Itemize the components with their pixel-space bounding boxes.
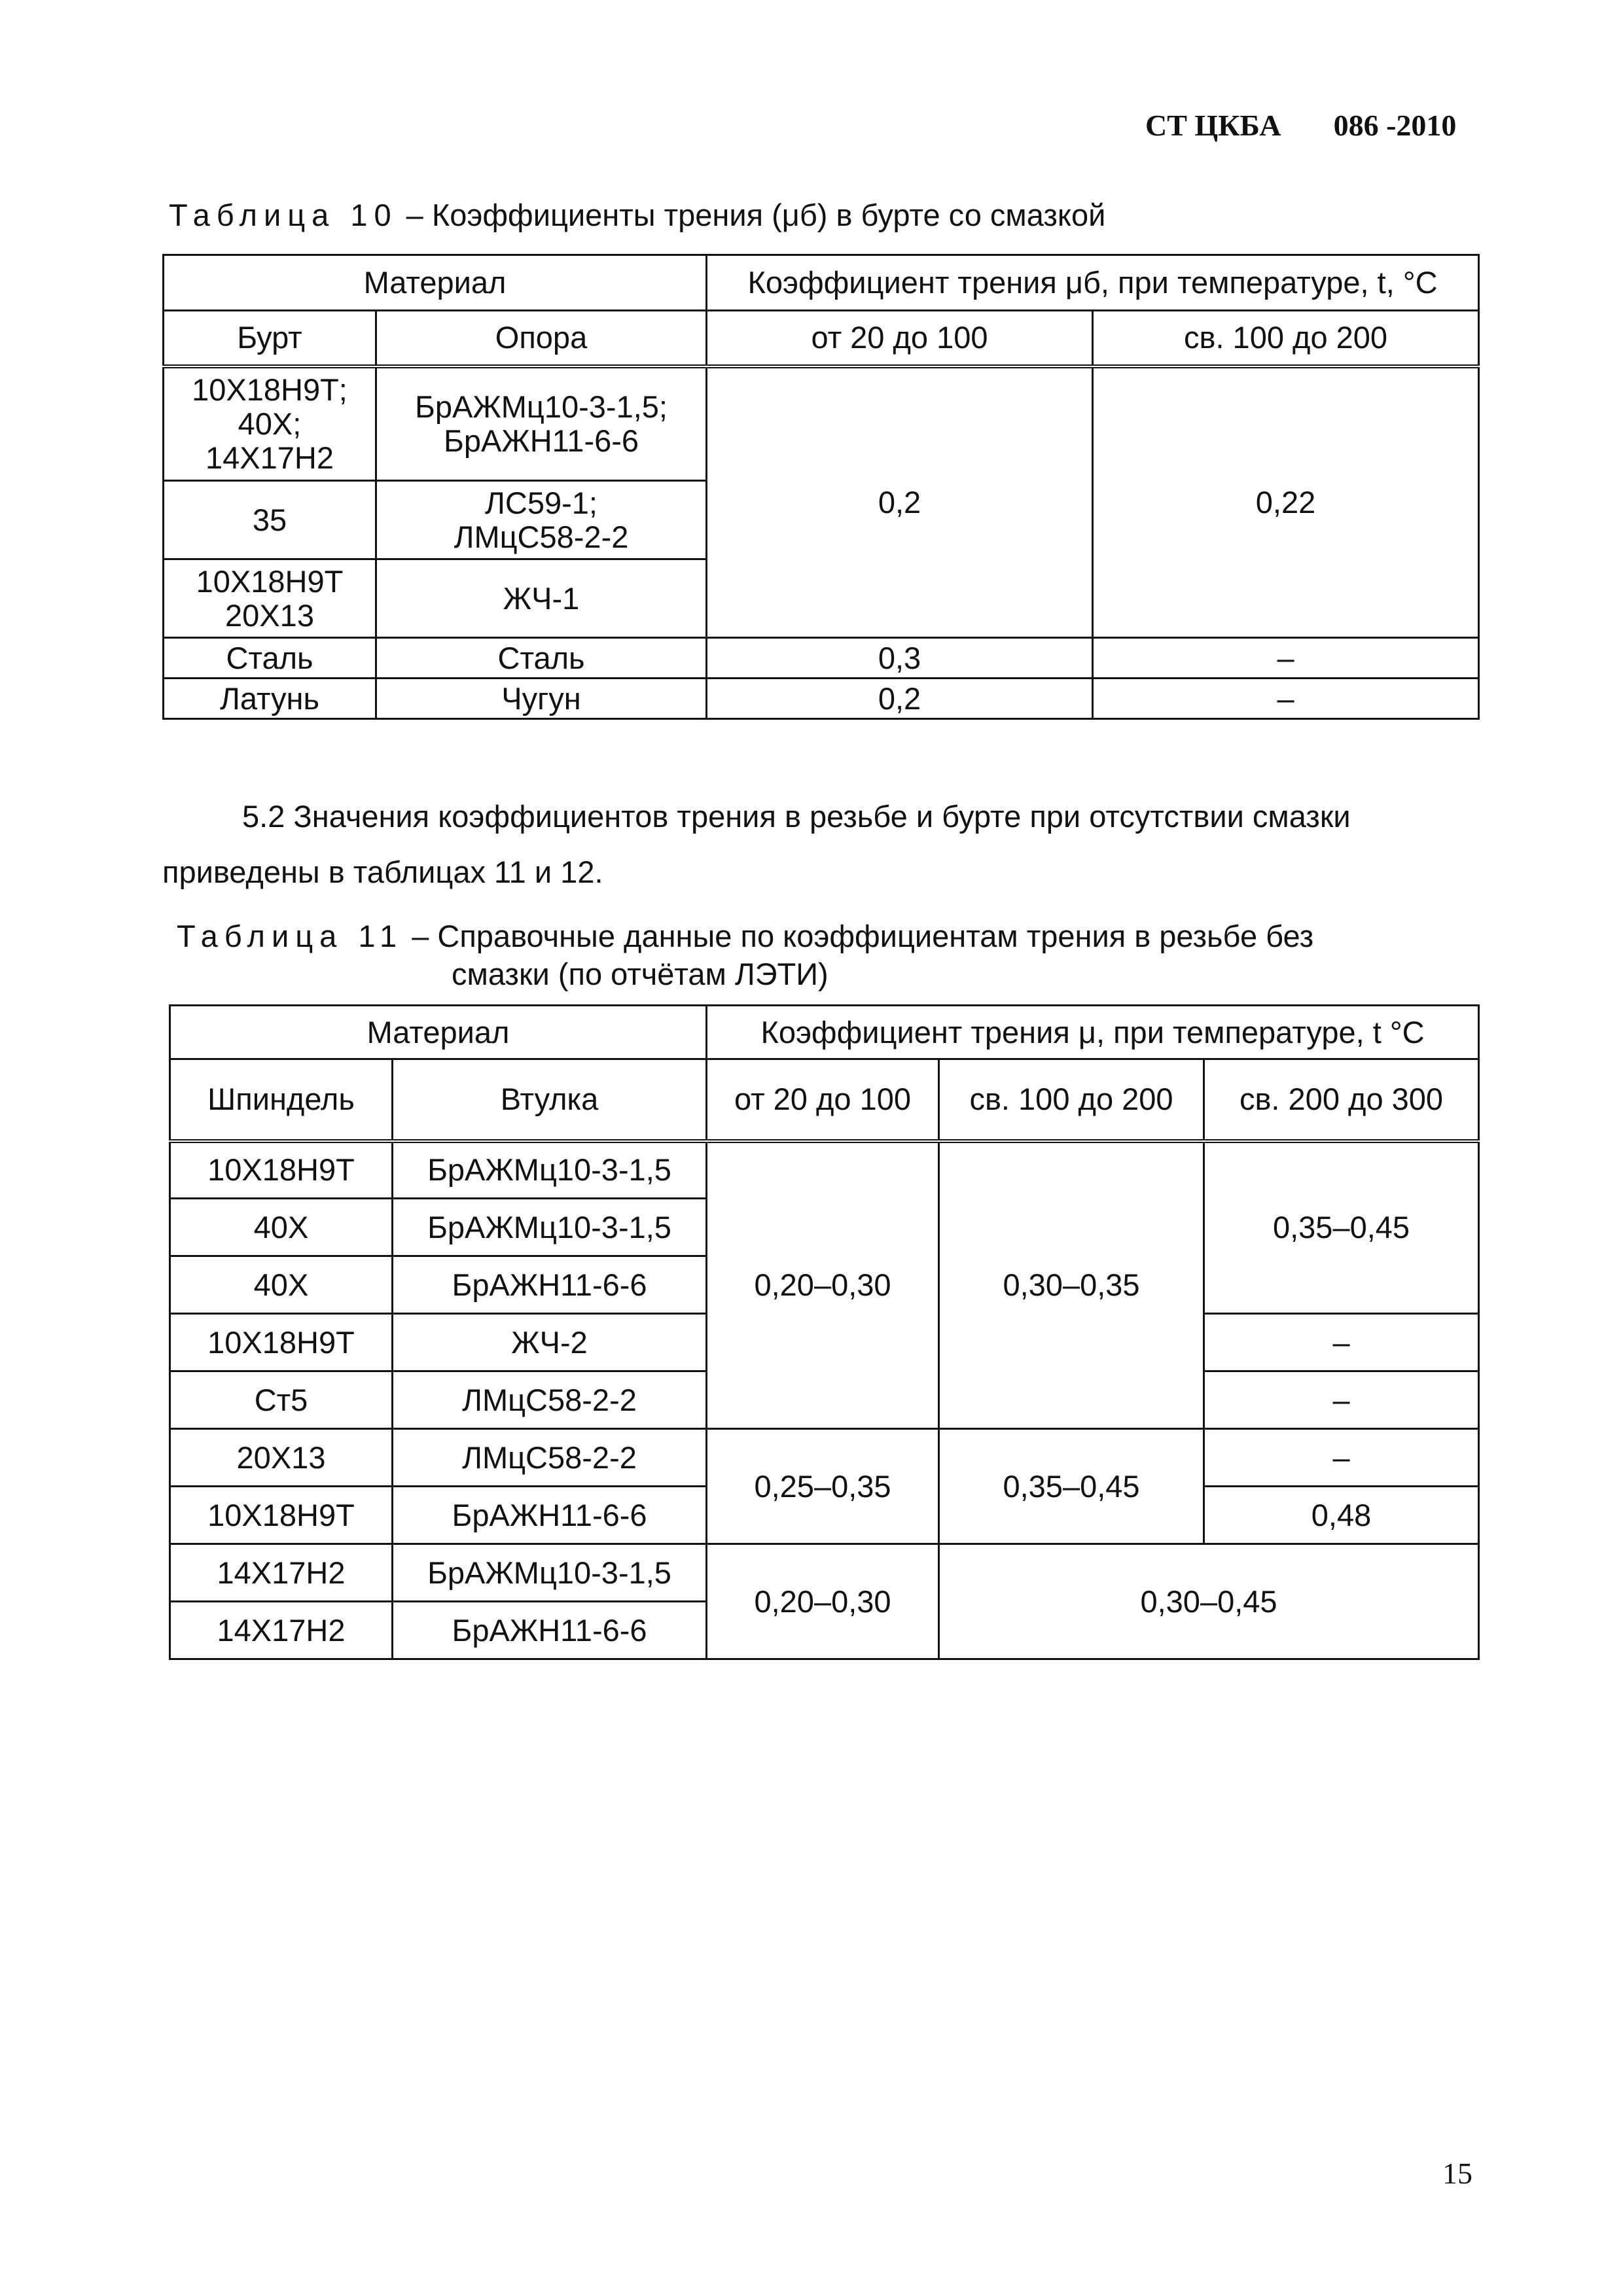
- table10: [162, 254, 1480, 720]
- table11: [169, 1004, 1480, 1660]
- table11-cell-vtulka: БрАЖН11-6-6: [393, 1256, 707, 1314]
- table10-cell-t2: –: [1093, 638, 1479, 679]
- table10-cell-bort: 10Х18Н9Т; 40Х; 14Х17Н2: [164, 366, 376, 481]
- table-row: [164, 638, 1479, 679]
- table11-cell-vtulka: БрАЖН11-6-6: [393, 1487, 707, 1544]
- table-row: [164, 679, 1479, 719]
- standard-name: СТ ЦКБА: [1145, 109, 1281, 142]
- table11-head-material: Материал: [170, 1006, 707, 1059]
- table-row: [170, 1544, 1479, 1602]
- table10-head-bort: Бурт: [164, 311, 376, 366]
- table10-caption-prefix: Таблица 10: [169, 198, 398, 232]
- table11-head-spindle: Шпиндель: [170, 1059, 393, 1141]
- table11-cell-spindle: 40Х: [170, 1199, 393, 1256]
- table11-cell-vtulka: БрАЖМц10-3-1,5: [393, 1544, 707, 1602]
- table11-cell-t3: –: [1204, 1429, 1479, 1487]
- table11-cell-spindle: 10Х18Н9Т: [170, 1141, 393, 1199]
- table10-cell-opora: ЖЧ-1: [376, 559, 707, 638]
- table10-caption-text: – Коэффициенты трения (μб) в бурте со смазкой: [397, 198, 1106, 232]
- table10-cell-bort: Латунь: [164, 679, 376, 719]
- table11-cell-spindle: 10Х18Н9Т: [170, 1487, 393, 1544]
- table10-head-material: Материал: [164, 255, 707, 311]
- table11-cell-g2-t1: 0,25–0,35: [707, 1429, 939, 1544]
- table10-cell-t1: 0,2: [707, 679, 1093, 719]
- table11-cell-vtulka: ЛМцС58-2-2: [393, 1429, 707, 1487]
- document-header: [1145, 108, 1456, 143]
- table11-cell-g3-t23: 0,30–0,45: [939, 1544, 1479, 1659]
- table10-cell-bort: 10Х18Н9Т 20Х13: [164, 559, 376, 638]
- table11-cell-spindle: 20Х13: [170, 1429, 393, 1487]
- standard-code: 086 -2010: [1333, 109, 1457, 142]
- table10-cell-bort: 35: [164, 481, 376, 559]
- table11-head-coef: Коэффициент трения μ, при температуре, t °С: [707, 1006, 1479, 1059]
- table11-cell-t3: –: [1204, 1314, 1479, 1371]
- table11-cell-g3-t1: 0,20–0,30: [707, 1544, 939, 1659]
- table11-cell-t3: 0,48: [1204, 1487, 1479, 1544]
- table11-caption: [177, 916, 1313, 957]
- table10-subheader-row: [164, 311, 1479, 366]
- table11-subheader-row: [170, 1059, 1479, 1141]
- table11-cell-g1-t2: 0,30–0,35: [939, 1141, 1204, 1429]
- table-row: [170, 1429, 1479, 1487]
- table11-caption-line1: – Справочные данные по коэффициентам трения в резьбе без: [403, 919, 1314, 953]
- table11-cell-vtulka: БрАЖМц10-3-1,5: [393, 1141, 707, 1199]
- table10-head-coef: Коэффициент трения μб, при температуре, t, °С: [707, 255, 1479, 311]
- table11-cell-spindle: 10Х18Н9Т: [170, 1314, 393, 1371]
- table11-cell-spindle: Ст5: [170, 1371, 393, 1429]
- table10-head-opora: Опора: [376, 311, 707, 366]
- table11-cell-spindle: 40Х: [170, 1256, 393, 1314]
- table11-cell-vtulka: БрАЖМц10-3-1,5: [393, 1199, 707, 1256]
- table10-cell-opora: ЛС59-1; ЛМцС58-2-2: [376, 481, 707, 559]
- table11-cell-spindle: 14Х17Н2: [170, 1602, 393, 1659]
- table10-cell-t2-merged: 0,22: [1093, 366, 1479, 638]
- paragraph-line-1: 5.2 Значения коэффициентов трения в резьбе и бурте при отсутствии смазки: [242, 799, 1351, 834]
- table11-cell-spindle: 14Х17Н2: [170, 1544, 393, 1602]
- table10-head-t2: св. 100 до 200: [1093, 311, 1479, 366]
- table10-cell-opora: Сталь: [376, 638, 707, 679]
- table10-cell-t1-merged: 0,2: [707, 366, 1093, 638]
- table10-cell-opora: Чугун: [376, 679, 707, 719]
- table11-cell-g1-t1: 0,20–0,30: [707, 1141, 939, 1429]
- table-row: [170, 1141, 1479, 1199]
- table10-header-row: [164, 255, 1479, 311]
- table11-caption-prefix: Таблица 11: [177, 919, 404, 953]
- table11-cell-vtulka: ЛМцС58-2-2: [393, 1371, 707, 1429]
- table10-caption: [169, 195, 1105, 236]
- table11-cell-g2-t2: 0,35–0,45: [939, 1429, 1204, 1544]
- page-number: 15: [1442, 2157, 1472, 2190]
- table10-cell-bort: Сталь: [164, 638, 376, 679]
- table11-cell-g1-t3: 0,35–0,45: [1204, 1141, 1479, 1314]
- table10-cell-t2: –: [1093, 679, 1479, 719]
- table11-header-row: [170, 1006, 1479, 1059]
- table11-head-t2: св. 100 до 200: [939, 1059, 1204, 1141]
- table11-cell-vtulka: БрАЖН11-6-6: [393, 1602, 707, 1659]
- table11-cell-t3: –: [1204, 1371, 1479, 1429]
- table11-head-t3: св. 200 до 300: [1204, 1059, 1479, 1141]
- table10-cell-t1: 0,3: [707, 638, 1093, 679]
- table-row: [164, 366, 1479, 481]
- table11-head-vtulka: Втулка: [393, 1059, 707, 1141]
- table11-cell-vtulka: ЖЧ-2: [393, 1314, 707, 1371]
- table10-head-t1: от 20 до 100: [707, 311, 1093, 366]
- table11-head-t1: от 20 до 100: [707, 1059, 939, 1141]
- table11-caption-line2: смазки (по отчётам ЛЭТИ): [452, 957, 829, 991]
- table10-cell-opora: БрАЖМц10-3-1,5; БрАЖН11-6-6: [376, 366, 707, 481]
- paragraph-line-2: приведены в таблицах 11 и 12.: [162, 855, 603, 889]
